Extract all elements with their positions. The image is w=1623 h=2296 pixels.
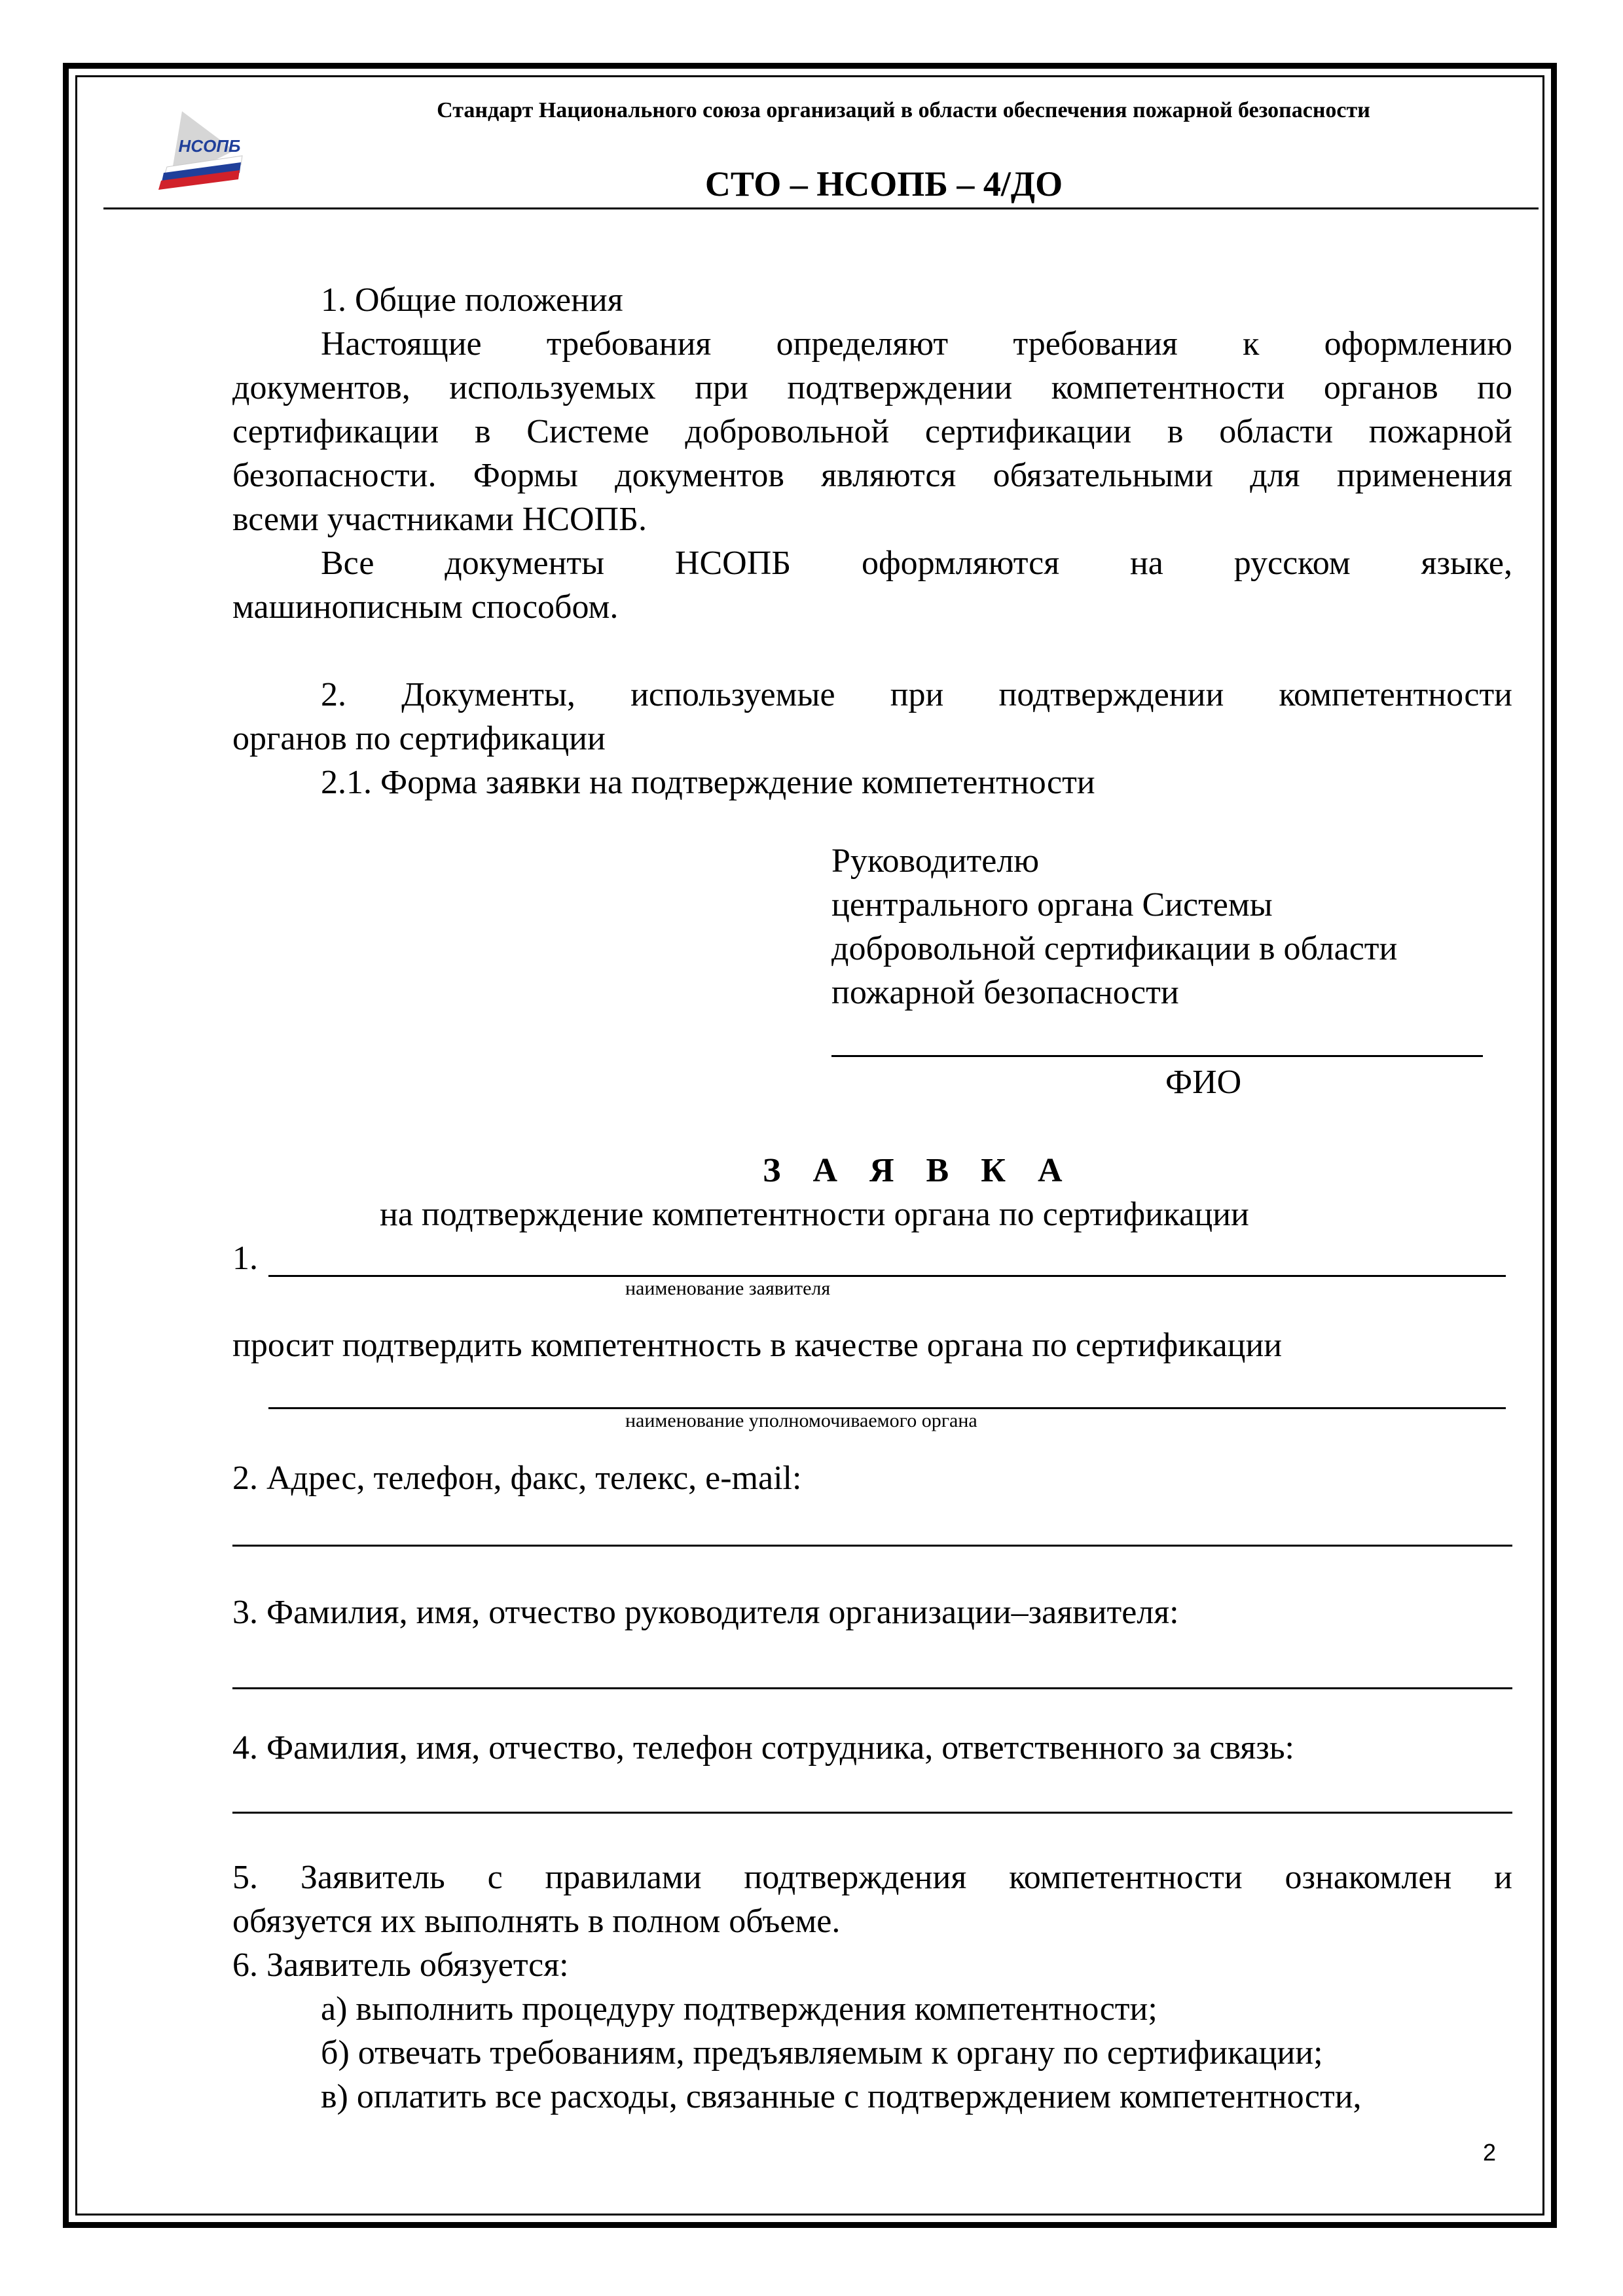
fio-label: ФИО [1165, 1064, 1242, 1101]
application-title: З А Я В К А [763, 1152, 1074, 1189]
header-rule [103, 207, 1539, 209]
document-code: СТО – НСОПБ – 4/ДО [704, 164, 1063, 204]
address-contacts-field[interactable] [232, 1545, 1512, 1547]
item3-label: 3. Фамилия, имя, отчество руководителя организации–заявителя: [232, 1594, 1179, 1631]
section1-para1-line5: всеми участниками НСОПБ. [232, 501, 647, 538]
page-number: 2 [1483, 2139, 1497, 2166]
head-name-field[interactable] [232, 1687, 1512, 1689]
item6-b: б) отвечать требованиям, предъявляемым к органу по сертификации; [321, 2034, 1323, 2072]
fio-fill-line[interactable] [831, 1055, 1483, 1057]
application-subtitle: на подтверждение компетентности органа по сертификации [380, 1196, 1249, 1233]
section2-title-line2: органов по сертификации [232, 720, 606, 757]
authorized-body-caption: наименование уполномочиваемого органа [625, 1410, 977, 1431]
applicant-name-caption: наименование заявителя [625, 1278, 831, 1299]
section1-title: 1. Общие положения [321, 281, 623, 319]
section2-title-line1: 2. Документы, используемые при подтверждении компетентности [321, 676, 1512, 713]
addressee-line2: центрального органа Системы [831, 886, 1273, 924]
section1-para1-line4: безопасности. Формы документов являются обязательными для применения [232, 457, 1512, 494]
addressee-line1: Руководителю [831, 842, 1040, 880]
item1-text: просит подтвердить компетентность в качестве органа по сертификации [232, 1327, 1283, 1364]
item6-label: 6. Заявитель обязуется: [232, 1946, 569, 1984]
section2-subtitle: 2.1. Форма заявки на подтверждение компетентности [321, 764, 1095, 801]
section1-para1-line2: документов, используемых при подтверждении компетентности органов по [232, 369, 1512, 406]
standard-title: Стандарт Национального союза организаций в области обеспечения пожарной безопасности [437, 98, 1370, 122]
item4-label: 4. Фамилия, имя, отчество, телефон сотрудника, ответственного за связь: [232, 1729, 1295, 1767]
section1-para2-line2: машинописным способом. [232, 588, 619, 626]
item1-number: 1. [232, 1240, 258, 1277]
item6-a: а) выполнить процедуру подтверждения компетентности; [321, 1990, 1158, 2028]
item2-label: 2. Адрес, телефон, факс, телекс, e-mail: [232, 1460, 802, 1497]
item6-c: в) оплатить все расходы, связанные с подтверждением компетентности, [321, 2078, 1362, 2115]
addressee-line3: добровольной сертификации в области [831, 930, 1398, 967]
contact-person-field[interactable] [232, 1812, 1512, 1814]
logo-text: НСОПБ [178, 136, 241, 156]
section1-para1-line1: Настоящие требования определяют требования к оформлению [321, 325, 1512, 363]
nsopb-logo [157, 105, 249, 190]
addressee-line4: пожарной безопасности [831, 974, 1179, 1011]
item5-line1: 5. Заявитель с правилами подтверждения компетентности ознакомлен и [232, 1859, 1512, 1896]
section1-para2-line1: Все документы НСОПБ оформляются на русском языке, [321, 545, 1512, 582]
item5-line2: обязуется их выполнять в полном объеме. [232, 1903, 841, 1940]
authorized-body-field[interactable] [268, 1407, 1506, 1409]
applicant-name-field[interactable] [268, 1275, 1506, 1277]
section1-para1-line3: сертификации в Системе добровольной сертификации в области пожарной [232, 413, 1512, 450]
